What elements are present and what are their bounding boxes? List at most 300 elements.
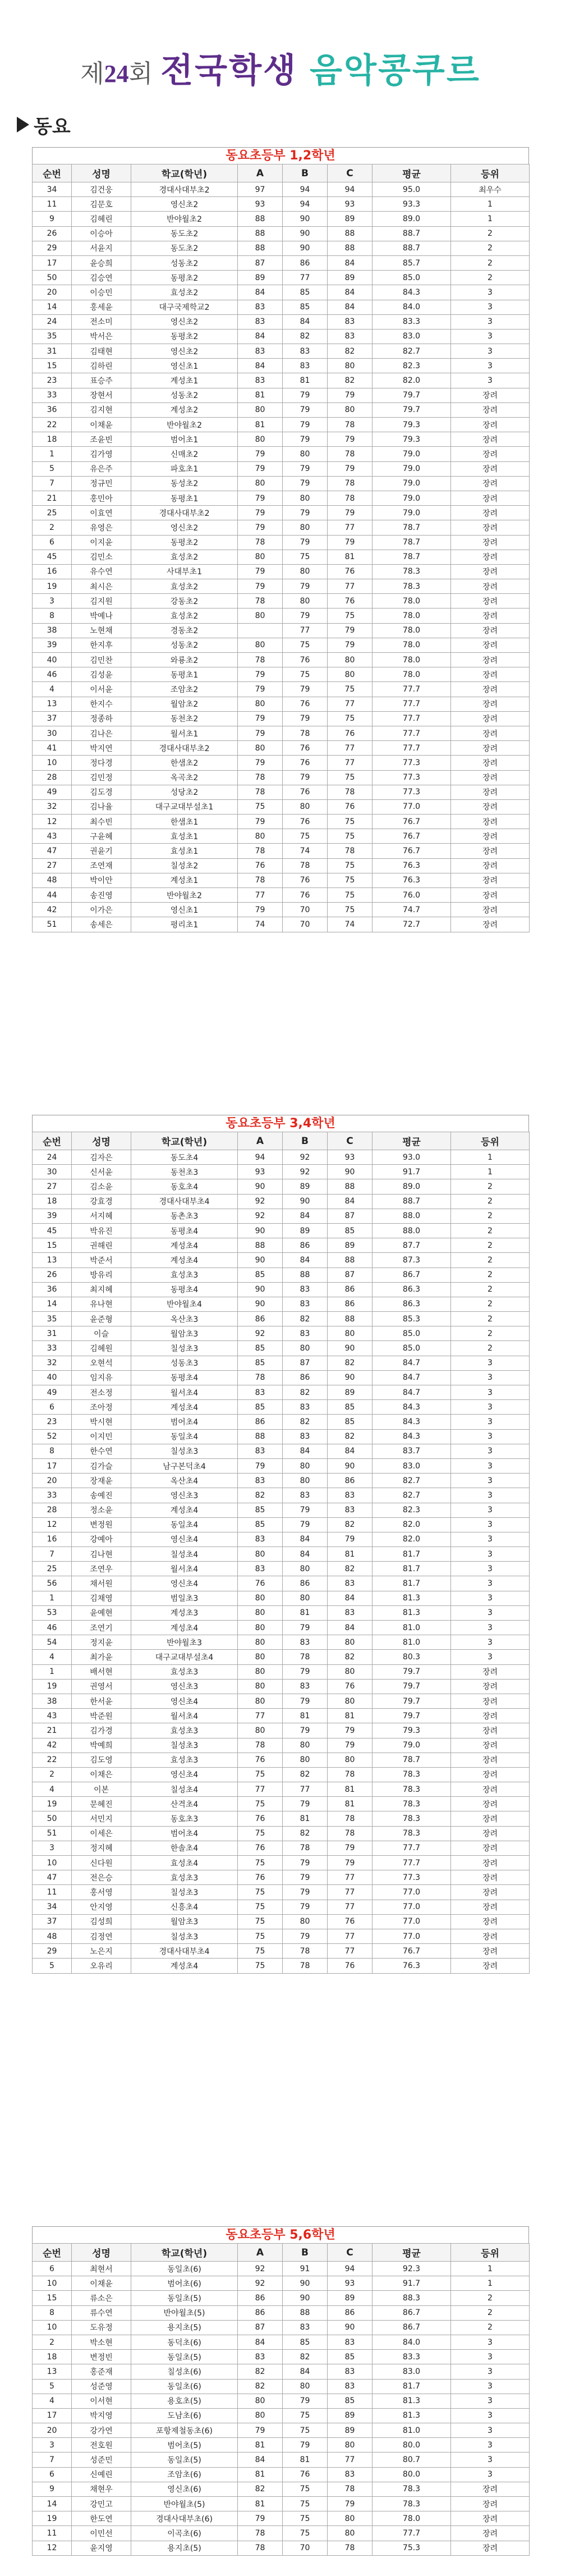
cell-no: 19 bbox=[33, 1797, 72, 1811]
cell-score-b: 76 bbox=[283, 653, 328, 667]
cell-score-b: 83 bbox=[283, 2320, 328, 2335]
cell-name: 배서현 bbox=[72, 1664, 131, 1679]
cell-rank: 장려 bbox=[451, 903, 530, 917]
cell-name: 김채영 bbox=[72, 1591, 131, 1605]
table-row bbox=[33, 1738, 530, 1753]
cell-score-c: 75 bbox=[328, 682, 373, 697]
table-row bbox=[33, 1841, 530, 1855]
cell-average: 88.7 bbox=[373, 226, 451, 241]
cell-score-a: 83 bbox=[238, 1562, 283, 1576]
cell-rank: 3 bbox=[451, 1370, 530, 1385]
cell-name: 도유정 bbox=[72, 2320, 131, 2335]
cell-score-b: 79 bbox=[283, 1621, 328, 1635]
cell-score-c: 84 bbox=[328, 1591, 373, 1605]
cell-score-a: 75 bbox=[238, 1929, 283, 1943]
cell-no: 10 bbox=[33, 756, 72, 770]
cell-school: 와룡초2 bbox=[131, 653, 238, 667]
cell-average: 78.3 bbox=[373, 564, 451, 579]
cell-score-a: 77 bbox=[238, 888, 283, 903]
cell-average: 81.7 bbox=[373, 2379, 451, 2394]
cell-name: 최지혜 bbox=[72, 1282, 131, 1297]
cell-score-c: 85 bbox=[328, 1223, 373, 1238]
table-row bbox=[33, 461, 530, 476]
cell-score-b: 75 bbox=[283, 2526, 328, 2541]
cell-rank: 장려 bbox=[451, 815, 530, 829]
cell-average: 77.3 bbox=[373, 756, 451, 770]
cell-rank: 2 bbox=[451, 226, 530, 241]
cell-score-b: 84 bbox=[283, 1547, 328, 1562]
cell-rank: 2 bbox=[451, 1268, 530, 1282]
table-row bbox=[33, 770, 530, 785]
cell-average: 77.3 bbox=[373, 1870, 451, 1885]
cell-score-c: 81 bbox=[328, 1782, 373, 1797]
cell-name: 박예희 bbox=[72, 1738, 131, 1753]
cell-score-a: 80 bbox=[238, 741, 283, 756]
cell-score-b: 80 bbox=[283, 1753, 328, 1767]
cell-score-c: 93 bbox=[328, 2276, 373, 2291]
cell-name: 김정연 bbox=[72, 1929, 131, 1943]
cell-score-b: 77 bbox=[283, 623, 328, 638]
table-row bbox=[33, 1458, 530, 1473]
cell-no: 38 bbox=[33, 1694, 72, 1708]
cell-no: 34 bbox=[33, 182, 72, 197]
cell-average: 79.7 bbox=[373, 1709, 451, 1723]
table-row bbox=[33, 1621, 530, 1635]
col-header-name: 성명 bbox=[72, 1132, 131, 1150]
cell-no: 1 bbox=[33, 1664, 72, 1679]
cell-rank: 장려 bbox=[451, 1900, 530, 1914]
cell-average: 77.7 bbox=[373, 697, 451, 711]
cell-score-b: 82 bbox=[283, 329, 328, 344]
cell-rank: 장려 bbox=[451, 579, 530, 594]
table-row bbox=[33, 1929, 530, 1943]
cell-average: 81.3 bbox=[373, 2394, 451, 2408]
col-header-a: A bbox=[238, 1132, 283, 1150]
cell-average: 78.7 bbox=[373, 1753, 451, 1767]
cell-rank: 장려 bbox=[451, 2511, 530, 2526]
col-header-b: B bbox=[283, 1132, 328, 1150]
cell-score-a: 79 bbox=[238, 579, 283, 594]
cell-score-c: 79 bbox=[328, 1738, 373, 1753]
cell-average: 95.0 bbox=[373, 182, 451, 197]
table-row bbox=[33, 1562, 530, 1576]
table-row bbox=[33, 2408, 530, 2423]
cell-average: 93.3 bbox=[373, 197, 451, 212]
cell-score-c: 75 bbox=[328, 903, 373, 917]
cell-school: 계성초4 bbox=[131, 1503, 238, 1517]
cell-name: 이승아 bbox=[72, 226, 131, 241]
cell-rank: 3 bbox=[451, 1444, 530, 1458]
header-row bbox=[33, 164, 530, 182]
cell-score-c: 80 bbox=[328, 653, 373, 667]
cell-average: 76.3 bbox=[373, 873, 451, 887]
table-row bbox=[33, 1944, 530, 1959]
table-row bbox=[33, 2291, 530, 2305]
cell-score-b: 75 bbox=[283, 2511, 328, 2526]
cell-name: 박준원 bbox=[72, 1709, 131, 1723]
cell-score-c: 79 bbox=[328, 623, 373, 638]
cell-score-a: 80 bbox=[238, 1605, 283, 1620]
cell-school: 영신초2 bbox=[131, 197, 238, 212]
table-row bbox=[33, 1856, 530, 1870]
cell-average: 77.7 bbox=[373, 726, 451, 740]
cell-rank: 장려 bbox=[451, 1959, 530, 1973]
cell-rank: 2 bbox=[451, 1223, 530, 1238]
cell-rank: 2 bbox=[451, 1297, 530, 1311]
cell-score-b: 86 bbox=[283, 255, 328, 270]
cell-rank: 3 bbox=[451, 373, 530, 388]
cell-score-b: 75 bbox=[283, 2482, 328, 2496]
cell-score-b: 75 bbox=[283, 667, 328, 682]
cell-score-a: 90 bbox=[238, 1179, 283, 1194]
cell-school: 동덕초(6) bbox=[131, 2335, 238, 2349]
cell-score-b: 84 bbox=[283, 1444, 328, 1458]
cell-name: 변정원 bbox=[72, 1517, 131, 1532]
cell-average: 84.3 bbox=[373, 1415, 451, 1429]
cell-school: 계성초3 bbox=[131, 1605, 238, 1620]
col-header-no: 순번 bbox=[33, 2244, 72, 2262]
cell-score-c: 82 bbox=[328, 1429, 373, 1444]
cell-name: 윤지영 bbox=[72, 2541, 131, 2555]
cell-school: 대구교대부설초1 bbox=[131, 799, 238, 814]
cell-score-a: 84 bbox=[238, 2335, 283, 2349]
table-row bbox=[33, 1474, 530, 1488]
cell-name: 정다경 bbox=[72, 756, 131, 770]
cell-score-a: 92 bbox=[238, 2276, 283, 2291]
cell-no: 10 bbox=[33, 2276, 72, 2291]
cell-rank: 1 bbox=[451, 197, 530, 212]
cell-average: 78.3 bbox=[373, 1767, 451, 1782]
cell-name: 김혜린 bbox=[72, 212, 131, 226]
table-row bbox=[33, 858, 530, 873]
cell-score-b: 80 bbox=[283, 564, 328, 579]
cell-rank: 장려 bbox=[451, 1914, 530, 1929]
cell-name: 오현석 bbox=[72, 1356, 131, 1370]
cell-score-a: 86 bbox=[238, 2305, 283, 2320]
cell-score-c: 90 bbox=[328, 1370, 373, 1385]
cell-rank: 1 bbox=[451, 2276, 530, 2291]
table-row bbox=[33, 667, 530, 682]
cell-average: 80.0 bbox=[373, 2438, 451, 2453]
table-row bbox=[33, 255, 530, 270]
cell-score-c: 77 bbox=[328, 756, 373, 770]
cell-average: 85.0 bbox=[373, 1341, 451, 1356]
table-row bbox=[33, 1679, 530, 1694]
cell-score-c: 82 bbox=[328, 1356, 373, 1370]
cell-score-a: 90 bbox=[238, 1253, 283, 1268]
cell-score-b: 79 bbox=[283, 2394, 328, 2408]
cell-score-c: 89 bbox=[328, 212, 373, 226]
cell-score-a: 79 bbox=[238, 2423, 283, 2438]
cell-rank: 장려 bbox=[451, 682, 530, 697]
cell-score-c: 84 bbox=[328, 285, 373, 300]
cell-score-a: 82 bbox=[238, 2364, 283, 2379]
cell-score-b: 94 bbox=[283, 197, 328, 212]
cell-score-c: 77 bbox=[328, 2453, 373, 2467]
cell-score-b: 90 bbox=[283, 212, 328, 226]
table-row bbox=[33, 1356, 530, 1370]
table-row bbox=[33, 917, 530, 932]
cell-score-c: 79 bbox=[328, 461, 373, 476]
cell-no: 14 bbox=[33, 1297, 72, 1311]
cell-no: 18 bbox=[33, 1194, 72, 1209]
cell-school: 월서초4 bbox=[131, 1385, 238, 1400]
cell-school: 효성초2 bbox=[131, 579, 238, 594]
cell-score-a: 77 bbox=[238, 1782, 283, 1797]
table-row bbox=[33, 2423, 530, 2438]
cell-score-b: 76 bbox=[283, 2467, 328, 2482]
cell-rank: 장려 bbox=[451, 858, 530, 873]
cell-rank: 장려 bbox=[451, 447, 530, 461]
cell-score-a: 79 bbox=[238, 903, 283, 917]
cell-score-a: 80 bbox=[238, 697, 283, 711]
cell-score-b: 76 bbox=[283, 785, 328, 799]
cell-name: 송세은 bbox=[72, 917, 131, 932]
cell-rank: 2 bbox=[451, 1341, 530, 1356]
cell-name: 박서은 bbox=[72, 329, 131, 344]
cell-average: 78.7 bbox=[373, 535, 451, 550]
col-header-school: 학교(학년) bbox=[131, 2244, 238, 2262]
cell-score-c: 76 bbox=[328, 799, 373, 814]
cell-score-c: 77 bbox=[328, 1870, 373, 1885]
cell-score-a: 88 bbox=[238, 212, 283, 226]
cell-name: 이채은 bbox=[72, 1767, 131, 1782]
cell-average: 79.0 bbox=[373, 1738, 451, 1753]
cell-score-c: 83 bbox=[328, 2335, 373, 2349]
col-header-rank: 등위 bbox=[451, 1132, 530, 1150]
col-header-c: C bbox=[328, 1132, 373, 1150]
cell-score-c: 82 bbox=[328, 344, 373, 359]
table-row bbox=[33, 682, 530, 697]
cell-name: 박소현 bbox=[72, 2335, 131, 2349]
cell-no: 8 bbox=[33, 2305, 72, 2320]
cell-name: 유은주 bbox=[72, 461, 131, 476]
cell-score-a: 78 bbox=[238, 653, 283, 667]
cell-score-b: 75 bbox=[283, 2497, 328, 2511]
cell-name: 김가슬 bbox=[72, 1458, 131, 1473]
cell-score-b: 79 bbox=[283, 461, 328, 476]
cell-score-c: 83 bbox=[328, 329, 373, 344]
cell-rank: 2 bbox=[451, 1209, 530, 1223]
banner-title bbox=[0, 44, 561, 92]
table-row bbox=[33, 491, 530, 505]
cell-score-b: 78 bbox=[283, 858, 328, 873]
cell-score-b: 83 bbox=[283, 1429, 328, 1444]
cell-school: 월서초4 bbox=[131, 1709, 238, 1723]
cell-score-c: 76 bbox=[328, 1959, 373, 1973]
cell-score-a: 84 bbox=[238, 285, 283, 300]
table-row bbox=[33, 2379, 530, 2394]
cell-name: 송예진 bbox=[72, 1488, 131, 1503]
cell-school: 경대사대부초4 bbox=[131, 1944, 238, 1959]
cell-score-c: 90 bbox=[328, 1341, 373, 1356]
table-row bbox=[33, 182, 530, 197]
edition-label bbox=[80, 53, 153, 89]
table-row bbox=[33, 888, 530, 903]
cell-score-a: 81 bbox=[238, 418, 283, 432]
cell-school: 동평초2 bbox=[131, 329, 238, 344]
table-row bbox=[33, 756, 530, 770]
cell-school: 효성초3 bbox=[131, 1664, 238, 1679]
cell-name: 김하린 bbox=[72, 359, 131, 373]
table-row bbox=[33, 697, 530, 711]
cell-name: 강가연 bbox=[72, 2423, 131, 2438]
cell-score-c: 79 bbox=[328, 638, 373, 652]
cell-no: 16 bbox=[33, 1532, 72, 1546]
cell-school: 한솔초4 bbox=[131, 1841, 238, 1855]
cell-score-a: 81 bbox=[238, 2497, 283, 2511]
cell-school: 동도초2 bbox=[131, 241, 238, 255]
cell-average: 78.7 bbox=[373, 550, 451, 564]
cell-rank: 장려 bbox=[451, 506, 530, 520]
cell-school: 범어초(5) bbox=[131, 2438, 238, 2453]
cell-average: 81.3 bbox=[373, 2408, 451, 2423]
cell-score-b: 86 bbox=[283, 1370, 328, 1385]
table-row bbox=[33, 271, 530, 285]
cell-name: 최시은 bbox=[72, 579, 131, 594]
cell-rank: 2 bbox=[451, 255, 530, 270]
cell-score-c: 78 bbox=[328, 1767, 373, 1782]
cell-average: 77.3 bbox=[373, 785, 451, 799]
cell-no: 48 bbox=[33, 873, 72, 887]
cell-score-a: 89 bbox=[238, 271, 283, 285]
cell-score-a: 80 bbox=[238, 1679, 283, 1694]
cell-no: 9 bbox=[33, 2482, 72, 2496]
table-row bbox=[33, 1782, 530, 1797]
table-row bbox=[33, 1429, 530, 1444]
cell-average: 84.7 bbox=[373, 1370, 451, 1385]
cell-no: 23 bbox=[33, 373, 72, 388]
cell-average: 89.0 bbox=[373, 1179, 451, 1194]
cell-name: 권해린 bbox=[72, 1238, 131, 1253]
cell-score-c: 89 bbox=[328, 2423, 373, 2438]
block-title: 동요초등부 5,6학년 bbox=[32, 2226, 529, 2243]
cell-score-a: 76 bbox=[238, 1811, 283, 1826]
cell-rank: 3 bbox=[451, 1429, 530, 1444]
cell-school: 동평초2 bbox=[131, 271, 238, 285]
cell-school: 영신초4 bbox=[131, 1694, 238, 1708]
cell-average: 83.3 bbox=[373, 2350, 451, 2364]
cell-score-a: 83 bbox=[238, 314, 283, 329]
table-row bbox=[33, 226, 530, 241]
cell-score-b: 77 bbox=[283, 271, 328, 285]
cell-school: 한샘초1 bbox=[131, 815, 238, 829]
cell-average: 79.0 bbox=[373, 506, 451, 520]
cell-school: 동호초4 bbox=[131, 1179, 238, 1194]
cell-score-b: 88 bbox=[283, 2305, 328, 2320]
cell-score-a: 78 bbox=[238, 1370, 283, 1385]
cell-no: 50 bbox=[33, 271, 72, 285]
cell-name: 신다원 bbox=[72, 1856, 131, 1870]
cell-average: 78.0 bbox=[373, 608, 451, 623]
cell-no: 18 bbox=[33, 2350, 72, 2364]
cell-score-c: 79 bbox=[328, 388, 373, 402]
cell-name: 김성희 bbox=[72, 1914, 131, 1929]
cell-name: 윤승희 bbox=[72, 255, 131, 270]
cell-average: 77.7 bbox=[373, 741, 451, 756]
cell-name: 전호원 bbox=[72, 2438, 131, 2453]
cell-rank: 장려 bbox=[451, 2482, 530, 2496]
table-row bbox=[33, 799, 530, 814]
cell-average: 77.7 bbox=[373, 682, 451, 697]
cell-no: 28 bbox=[33, 770, 72, 785]
cell-rank: 장려 bbox=[451, 1738, 530, 1753]
table-row bbox=[33, 197, 530, 212]
cell-name: 유수연 bbox=[72, 564, 131, 579]
cell-average: 87.7 bbox=[373, 1238, 451, 1253]
cell-school: 효성초3 bbox=[131, 1268, 238, 1282]
cell-no: 30 bbox=[33, 726, 72, 740]
table-row bbox=[33, 638, 530, 652]
cell-score-a: 85 bbox=[238, 1517, 283, 1532]
cell-no: 36 bbox=[33, 402, 72, 417]
cell-average: 77.7 bbox=[373, 1841, 451, 1855]
cell-no: 6 bbox=[33, 1400, 72, 1415]
cell-average: 91.7 bbox=[373, 1165, 451, 1179]
cell-rank: 장려 bbox=[451, 1753, 530, 1767]
table-row bbox=[33, 711, 530, 726]
cell-score-a: 79 bbox=[238, 1458, 283, 1473]
cell-no: 2 bbox=[33, 2335, 72, 2349]
title-part2: 음악콩쿠르 bbox=[310, 51, 481, 90]
cell-score-c: 75 bbox=[328, 873, 373, 887]
cell-school: 반야월초(5) bbox=[131, 2305, 238, 2320]
cell-average: 77.0 bbox=[373, 799, 451, 814]
cell-school: 조암초(6) bbox=[131, 2467, 238, 2482]
cell-school: 월암초3 bbox=[131, 1914, 238, 1929]
cell-no: 9 bbox=[33, 212, 72, 226]
cell-rank: 장려 bbox=[451, 653, 530, 667]
cell-school: 경대사대부초2 bbox=[131, 182, 238, 197]
cell-score-b: 76 bbox=[283, 756, 328, 770]
cell-school: 동성초2 bbox=[131, 476, 238, 491]
cell-name: 전소정 bbox=[72, 1385, 131, 1400]
cell-name: 김민소 bbox=[72, 550, 131, 564]
table-row bbox=[33, 1723, 530, 1738]
cell-school: 옥곡초2 bbox=[131, 770, 238, 785]
cell-score-c: 83 bbox=[328, 2467, 373, 2482]
cell-name: 권영서 bbox=[72, 1679, 131, 1694]
cell-score-c: 80 bbox=[328, 1635, 373, 1650]
cell-score-c: 88 bbox=[328, 1312, 373, 1326]
cell-score-c: 82 bbox=[328, 1517, 373, 1532]
cell-school: 반야월초4 bbox=[131, 1297, 238, 1311]
cell-score-a: 83 bbox=[238, 373, 283, 388]
cell-score-b: 83 bbox=[283, 1400, 328, 1415]
cell-school: 칠성초2 bbox=[131, 858, 238, 873]
cell-rank: 장려 bbox=[451, 844, 530, 858]
cell-average: 80.3 bbox=[373, 1650, 451, 1664]
cell-no: 4 bbox=[33, 2394, 72, 2408]
cell-name: 박지영 bbox=[72, 2408, 131, 2423]
cell-score-c: 77 bbox=[328, 1944, 373, 1959]
cell-no: 8 bbox=[33, 1444, 72, 1458]
table-row bbox=[33, 1870, 530, 1885]
cell-score-b: 90 bbox=[283, 1194, 328, 1209]
cell-school: 성당초2 bbox=[131, 785, 238, 799]
cell-name: 오유리 bbox=[72, 1959, 131, 1973]
cell-name: 정지윤 bbox=[72, 1635, 131, 1650]
cell-rank: 2 bbox=[451, 2291, 530, 2305]
cell-name: 유나현 bbox=[72, 1297, 131, 1311]
table-row bbox=[33, 1165, 530, 1179]
cell-school: 영신초3 bbox=[131, 1679, 238, 1694]
cell-score-c: 76 bbox=[328, 594, 373, 608]
table-row bbox=[33, 1797, 530, 1811]
cell-name: 김건웅 bbox=[72, 182, 131, 197]
cell-score-c: 76 bbox=[328, 726, 373, 740]
cell-score-b: 82 bbox=[283, 2350, 328, 2364]
